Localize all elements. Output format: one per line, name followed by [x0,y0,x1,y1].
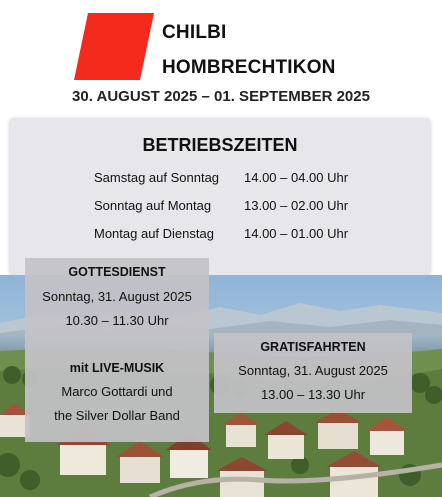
church-service-title: GOTTESDIENST [68,265,166,279]
hours-time: 13.00 – 02.00 Uhr [244,198,349,213]
live-music-line1: Marco Gottardi und [61,384,173,399]
live-music-line2: the Silver Dollar Band [54,408,180,423]
event-dates: 30. AUGUST 2025 – 01. SEPTEMBER 2025 [72,88,370,105]
hours-day: Sonntag auf Montag [94,198,212,213]
free-rides-date: Sonntag, 31. August 2025 [238,363,388,378]
church-service-time: 10.30 – 11.30 Uhr [65,313,169,328]
hours-day: Samstag auf Sonntag [94,170,220,185]
hours-day: Montag auf Dienstag [94,226,214,241]
church-service-box [25,258,209,442]
opening-hours-panel [10,119,430,275]
free-rides-box [214,333,412,413]
church-service-date: Sonntag, 31. August 2025 [42,289,192,304]
event-title-line2: HOMBRECHTIKON [162,57,336,78]
free-rides-time: 13.00 – 13.30 Uhr [260,387,366,402]
live-music-title: mit LIVE-MUSIK [69,361,165,375]
free-rides-title: GRATISFAHRTEN [260,340,366,354]
event-title-line1: CHILBI [162,22,227,43]
logo-shape [74,13,154,80]
hours-time: 14.00 – 04.00 Uhr [244,170,349,185]
hours-time: 14.00 – 01.00 Uhr [244,226,349,241]
opening-hours-title: BETRIEBSZEITEN [142,135,298,155]
